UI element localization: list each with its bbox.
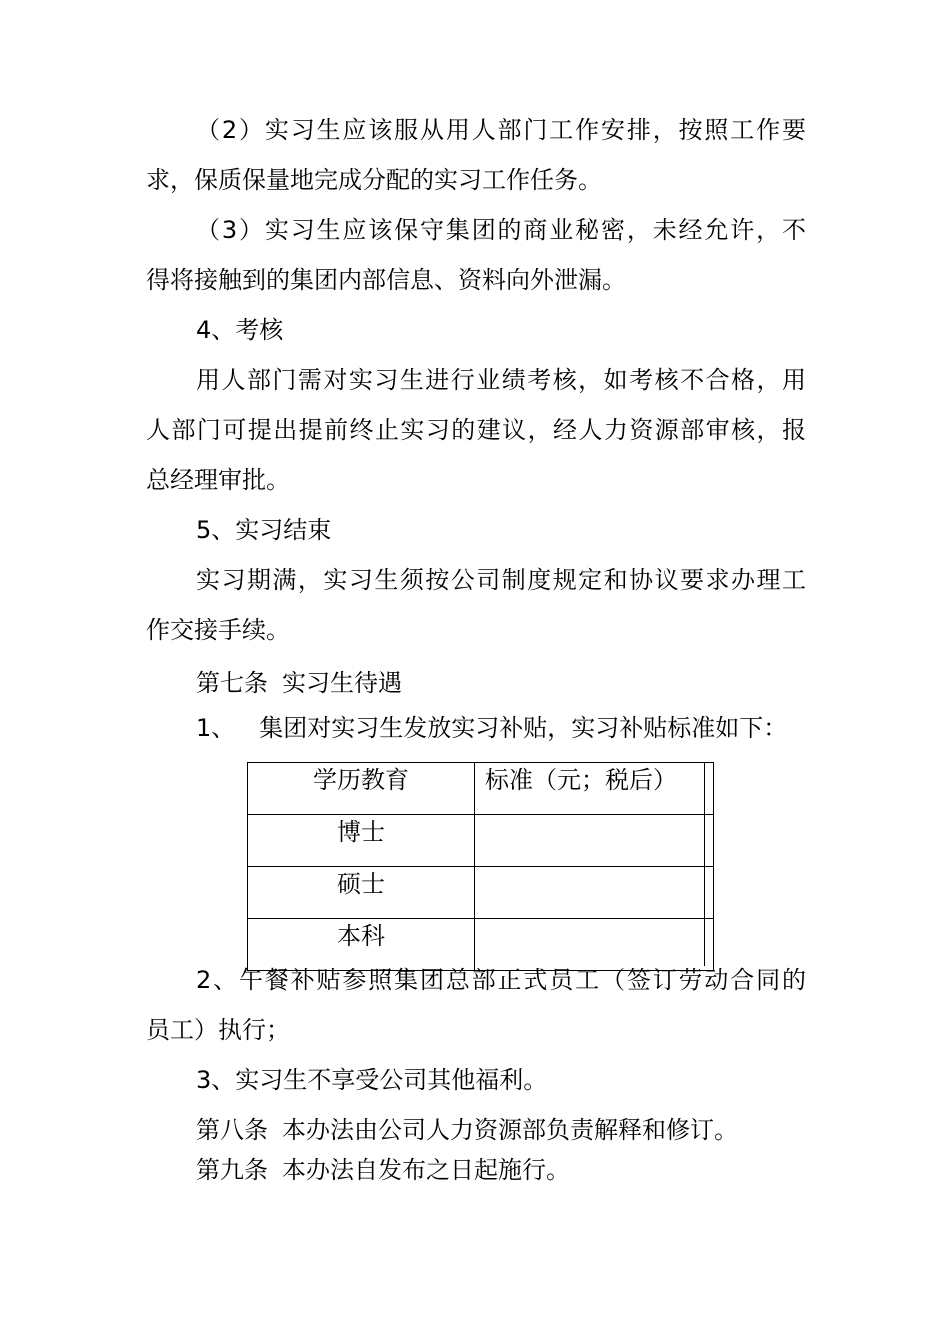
table-row <box>248 815 714 867</box>
paragraph-line: 人部门可提出提前终止实习的建议，经人力资源部审核，报 <box>146 416 806 444</box>
list-item-number: 1、 <box>196 714 236 742</box>
article-heading <box>196 668 806 698</box>
paragraph-line: 作交接手续。 <box>146 616 290 644</box>
section-heading: 5、实习结束 <box>196 516 332 544</box>
article-heading <box>196 1115 806 1145</box>
article-number: 第九条 <box>196 1156 268 1184</box>
article-text: 本办法由公司人力资源部负责解释和修订。 <box>282 1116 738 1144</box>
paragraph-line: 员工）执行； <box>146 1016 290 1044</box>
paragraph-line: 实习期满，实习生须按公司制度规定和协议要求办理工 <box>196 566 806 594</box>
table-row <box>248 867 714 919</box>
table-cell: 博士 <box>248 815 475 867</box>
table-row <box>248 919 714 971</box>
subsidy-table <box>247 762 703 966</box>
table-header-cell: 标准（元；税后） <box>475 763 714 815</box>
article-text: 本办法自发布之日起施行。 <box>282 1156 570 1184</box>
paragraph-line: 2、午餐补贴参照集团总部正式员工（签订劳动合同的 <box>196 966 806 994</box>
paragraph-line: （3）实习生应该保守集团的商业秘密，未经允许，不 <box>196 216 806 244</box>
section-heading: 4、考核 <box>196 316 284 344</box>
paragraph-line: 总经理审批。 <box>146 466 290 494</box>
table-border-double <box>704 762 705 966</box>
paragraph-line: 用人部门需对实习生进行业绩考核，如考核不合格，用 <box>196 366 806 394</box>
table-cell <box>475 919 714 971</box>
table-cell <box>475 815 714 867</box>
list-item-text: 集团对实习生发放实习补贴，实习补贴标准如下： <box>259 714 788 742</box>
paragraph-line: 求，保质保量地完成分配的实习工作任务。 <box>146 166 602 194</box>
paragraph-line: （2）实习生应该服从用人部门工作安排，按照工作要 <box>196 116 806 144</box>
article-heading <box>196 1155 806 1185</box>
article-number: 第七条 <box>196 669 268 697</box>
article-number: 第八条 <box>196 1116 268 1144</box>
paragraph-line: 得将接触到的集团内部信息、资料向外泄漏。 <box>146 266 626 294</box>
table-cell: 本科 <box>248 919 475 971</box>
table-header-cell: 学历教育 <box>248 763 475 815</box>
table-header-row <box>248 763 714 815</box>
article-title: 实习生待遇 <box>282 669 402 697</box>
table-cell: 硕士 <box>248 867 475 919</box>
list-item <box>196 713 806 743</box>
paragraph-line: 3、实习生不享受公司其他福利。 <box>196 1066 548 1094</box>
table-cell <box>475 867 714 919</box>
